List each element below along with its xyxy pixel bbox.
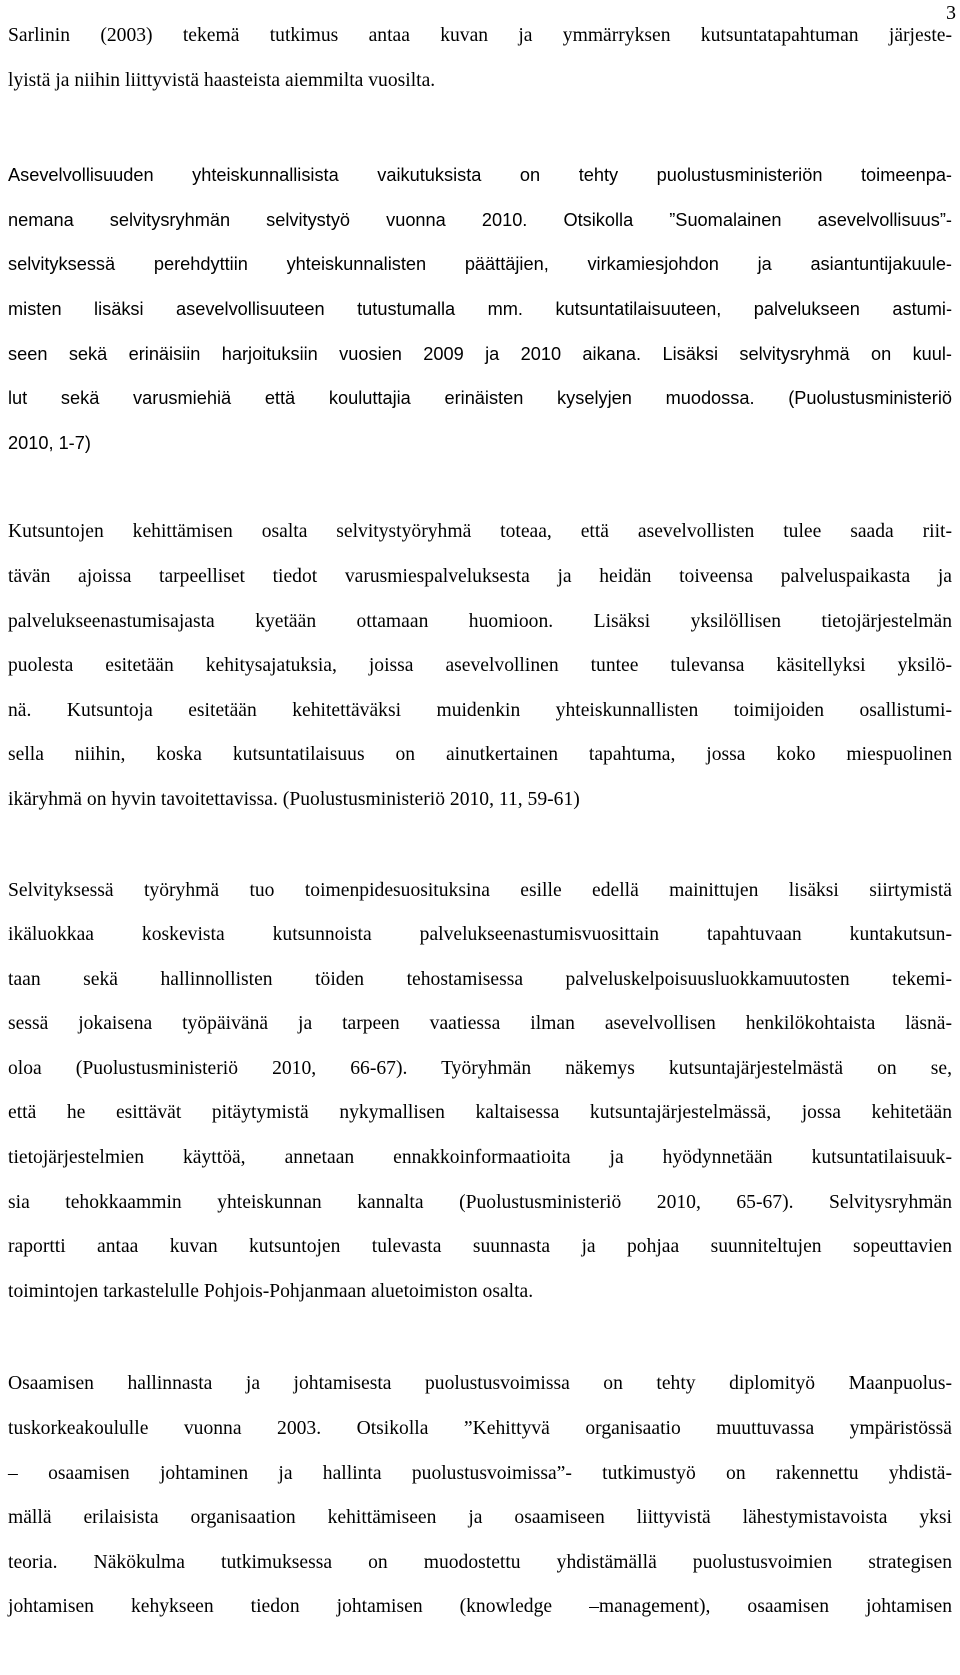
text-line: Selvityksessä työryhmä tuo toimenpidesuosituksina esille edellä mainittujen lisäksi siirtymistä: [8, 879, 952, 901]
text-line: ikäluokkaa koskevista kutsunnoista palvelukseenastumisvuosittain tapahtuvaan kuntakutsun-: [8, 924, 952, 946]
text-line: sella niihin, koska kutsuntatilaisuus on ainutkertainen tapahtuma, jossa koko miespuolinen: [8, 744, 952, 766]
text-line: nä. Kutsuntoja esitetään kehitettäväksi muidenkin yhteiskunnallisten toimijoiden osallistumi-: [8, 699, 952, 721]
text-line: oloa (Puolustusministeriö 2010, 66-67). Työryhmän näkemys kutsuntajärjestelmästä on se,: [8, 1057, 952, 1079]
text-line: selvityksessä perehdyttiin yhteiskunnalisten päättäjien, virkamiesjohdon ja asiantuntijakuule-: [8, 254, 952, 275]
text-line: nemana selvitysryhmän selvitystyö vuonna 2010. Otsikolla ”Suomalainen asevelvollisuus”-: [8, 209, 952, 230]
text-line: tävän ajoissa tarpeelliset tiedot varusmiespalveluksesta ja heidän toiveensa palveluspaikasta ja: [8, 565, 952, 587]
text-line: 2010, 1-7): [8, 432, 91, 453]
page-number: 3: [946, 2, 956, 24]
text-line: taan sekä hallinnollisten töiden tehostamisessa palveluskelpoisuusluokkamuutosten tekemi-: [8, 968, 952, 990]
text-line: sia tehokkaammin yhteiskunnan kannalta (Puolustusministeriö 2010, 65-67). Selvitysryhmän: [8, 1191, 952, 1213]
paragraph-kutsuntojen-kehittaminen: [8, 510, 952, 822]
text-line: misten lisäksi asevelvollisuuteen tutustumalla mm. kutsuntatilaisuuteen, palvelukseen astumi-: [8, 298, 952, 319]
paragraph-selvitysryhma: [8, 153, 952, 465]
text-line: lyistä ja niihin liittyvistä haasteista aiemmilta vuosilta.: [8, 69, 436, 91]
text-line: ikäryhmä on hyvin tavoitettavissa. (Puolustusministeriö 2010, 11, 59-61): [8, 788, 580, 810]
text-line: sessä jokaisena työpäivänä ja tarpeen vaatiessa ilman asevelvollisen henkilökohtaista läsnä-: [8, 1013, 952, 1035]
text-line: mällä erilaisista organisaation kehittämiseen ja osaamiseen liittyvistä lähestymistavoista yksi: [8, 1507, 952, 1529]
paragraph-toimenpidesuositukset: [8, 869, 952, 1315]
text-line: Osaamisen hallinnasta ja johtamisesta puolustusvoimissa on tehty diplomityö Maanpuolus-: [8, 1373, 952, 1395]
text-line: Kutsuntojen kehittämisen osalta selvitystyöryhmä toteaa, että asevelvollisten tulee saada riit-: [8, 521, 952, 543]
text-line: tietojärjestelmien käyttöä, annetaan ennakkoinformaatioita ja hyödynnetään kutsuntatilaisuuk-: [8, 1147, 952, 1169]
text-line: teoria. Näkökulma tutkimuksessa on muodostettu yhdistämällä puolustusvoimien strategisen: [8, 1551, 952, 1573]
paragraph-osaamisen-hallinta: [8, 1362, 952, 1630]
document-body: [8, 14, 952, 1675]
text-line: puolesta esitetään kehitysajatuksia, joissa asevelvollinen tuntee tulevansa käsitellyksi yksilö-: [8, 655, 952, 677]
text-line: palvelukseenastumisajasta kyetään ottamaan huomioon. Lisäksi yksilöllisen tietojärjestelmän: [8, 610, 952, 632]
text-line: että he esittävät pitäytymistä nykymallisen kaltaisessa kutsuntajärjestelmässä, jossa kehitetään: [8, 1102, 952, 1124]
text-line: seen sekä erinäisiin harjoituksiin vuosien 2009 ja 2010 aikana. Lisäksi selvitysryhmä on kuul-: [8, 343, 952, 364]
paragraph-sarlin: [8, 14, 952, 103]
text-line: Sarlinin (2003) tekemä tutkimus antaa kuvan ja ymmärryksen kutsuntatapahtuman järjeste-: [8, 25, 952, 46]
text-line: johtamisen kehykseen tiedon johtamisen (knowledge –management), osaamisen johtamisen: [8, 1596, 952, 1618]
text-line: – osaamisen johtaminen ja hallinta puolustusvoimissa”- tutkimustyö on rakennettu yhdistä-: [8, 1462, 952, 1484]
text-line: tuskorkeakoululle vuonna 2003. Otsikolla ”Kehittyvä organisaatio muuttuvassa ympäristössä: [8, 1418, 952, 1440]
text-line: lut sekä varusmiehiä että kouluttajia erinäisten kyselyjen muodossa. (Puolustusministeriö: [8, 388, 952, 409]
text-line: toimintojen tarkastelulle Pohjois-Pohjanmaan aluetoimiston osalta.: [8, 1280, 534, 1302]
text-line: raportti antaa kuvan kutsuntojen tulevasta suunnasta ja pohjaa suunniteltujen sopeuttavien: [8, 1236, 952, 1258]
text-line: Asevelvollisuuden yhteiskunnallisista vaikutuksista on tehty puolustusministeriön toimeenpa-: [8, 165, 952, 186]
